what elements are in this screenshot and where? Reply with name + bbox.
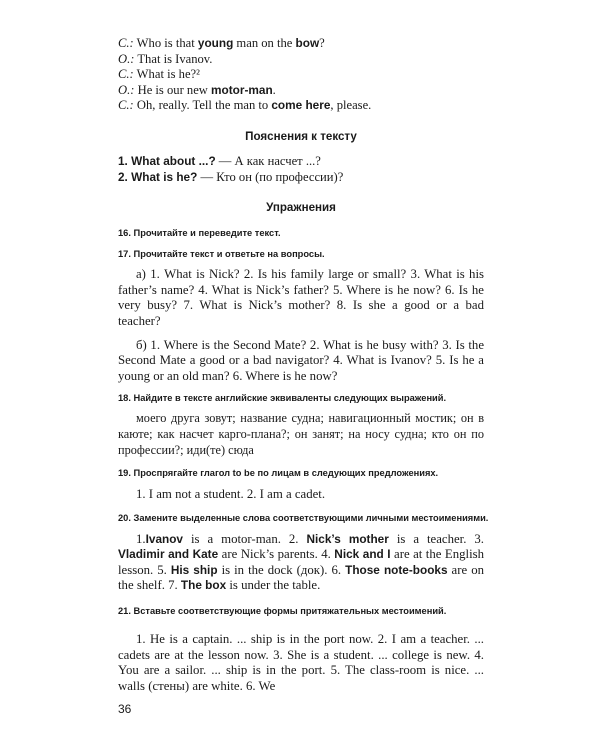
notes-heading: Пояснения к тексту [245, 129, 357, 143]
exercise-21-body: 1. He is a captain. ... ship is in the port now. 2. I am a teacher. ... cadets are at the lesson now. 3. She is a student. ... college is new. 4. You are a sailor. ... ship is in the port. 5. The class-room is nice. ... walls (стены) are white. 6. We [118, 632, 484, 693]
bold-word: come here [271, 98, 331, 113]
exercise-19-heading: 19. Проспрягайте глагол to be по лицам в следующих предложениях. [118, 468, 439, 479]
speaker: C.: [118, 36, 134, 50]
speaker: O.: [118, 51, 135, 66]
exercises-heading: Упражнения [266, 201, 336, 215]
exercise-21-heading: 21. Вставьте соответствующие формы притяжательных местоимений. [118, 606, 447, 617]
bold-word: young [197, 36, 234, 50]
exercise-18-body: моего друга зовут; название судна; навигационный мостик; он в каюте; как насчет карго-плана?; он занят; на носу судна; кто он по профессии?; иди(те) сюда [118, 411, 484, 457]
exercise-17-heading: 17. Прочитайте текст и ответьте на вопросы. [118, 249, 325, 260]
speaker: C.: [118, 67, 134, 82]
note-term: 2. What is he? [118, 169, 198, 184]
note-item [118, 154, 484, 170]
speaker: O.: [118, 82, 135, 97]
dialogue-line: C.: What is he?² [118, 67, 200, 82]
note-gloss: — А как насчет ...? [215, 153, 321, 168]
highlighted-word: Those note-books [345, 562, 448, 577]
highlighted-word: Nick and I [334, 547, 391, 562]
exercise-19-body: 1. I am not a student. 2. I am a cadet. [136, 487, 326, 502]
highlighted-word: Vladimir and Kate [118, 547, 219, 562]
note-item [118, 170, 484, 186]
textbook-page [118, 36, 489, 694]
dialogue-line: C.: Oh, really. Tell the man to come here, please. [118, 98, 372, 113]
notes [118, 154, 484, 185]
highlighted-word: Ivanov [145, 531, 183, 546]
highlighted-word: His ship [170, 562, 218, 577]
exercise-18-heading: 18. Найдите в тексте английские эквиваленты следующих выражений. [118, 393, 447, 404]
dialogue-line: O.: He is our new motor-man. [118, 82, 276, 97]
exercise-17-part-a: а) 1. What is Nick? 2. Is his family large or small? 3. What is his father’s name? 4. What is Nick’s father? 5. Where is he now? 6. Is he very busy? 7. What is Nick’s mother? 8. Is she a good or a bad teacher? [118, 267, 484, 328]
highlighted-word: Nick’s mother [306, 531, 389, 546]
exercise-20-body: 1.Ivanov is a motor-man. 2. Nick’s mother is a teacher. 3. Vladimir and Kate are Nick’s parents. 4. Nick and I are at the English lesson. 5. His ship is in the dock (док). 6. Those note-books are on the shelf. 7. The box is under the table. [118, 531, 485, 593]
note-gloss: — Кто он (по профессии)? [197, 169, 344, 184]
bold-word: bow [295, 36, 320, 50]
exercise-20-heading: 20. Замените выделенные слова соответствующими личными местоимениями. [118, 512, 489, 523]
note-term: 1. What about ...? [118, 153, 216, 168]
dialogue [118, 36, 484, 114]
dialogue-line: O.: That is Ivanov. [118, 51, 213, 66]
page-number: 36 [118, 702, 132, 716]
highlighted-word: The box [180, 578, 227, 593]
exercise-16-heading: 16. Прочитайте и переведите текст. [118, 228, 281, 239]
exercise-17-part-b: б) 1. Where is the Second Mate? 2. What is he busy with? 3. Is the Second Mate a good or a bad navigator? 4. What is Ivanov? 5. Is he a young or an old man? 6. Where is he now? [118, 337, 484, 383]
bold-word: motor-man [211, 82, 273, 97]
speaker: C.: [118, 98, 134, 113]
dialogue-line: C.: Who is that young man on the bow? [118, 36, 325, 50]
